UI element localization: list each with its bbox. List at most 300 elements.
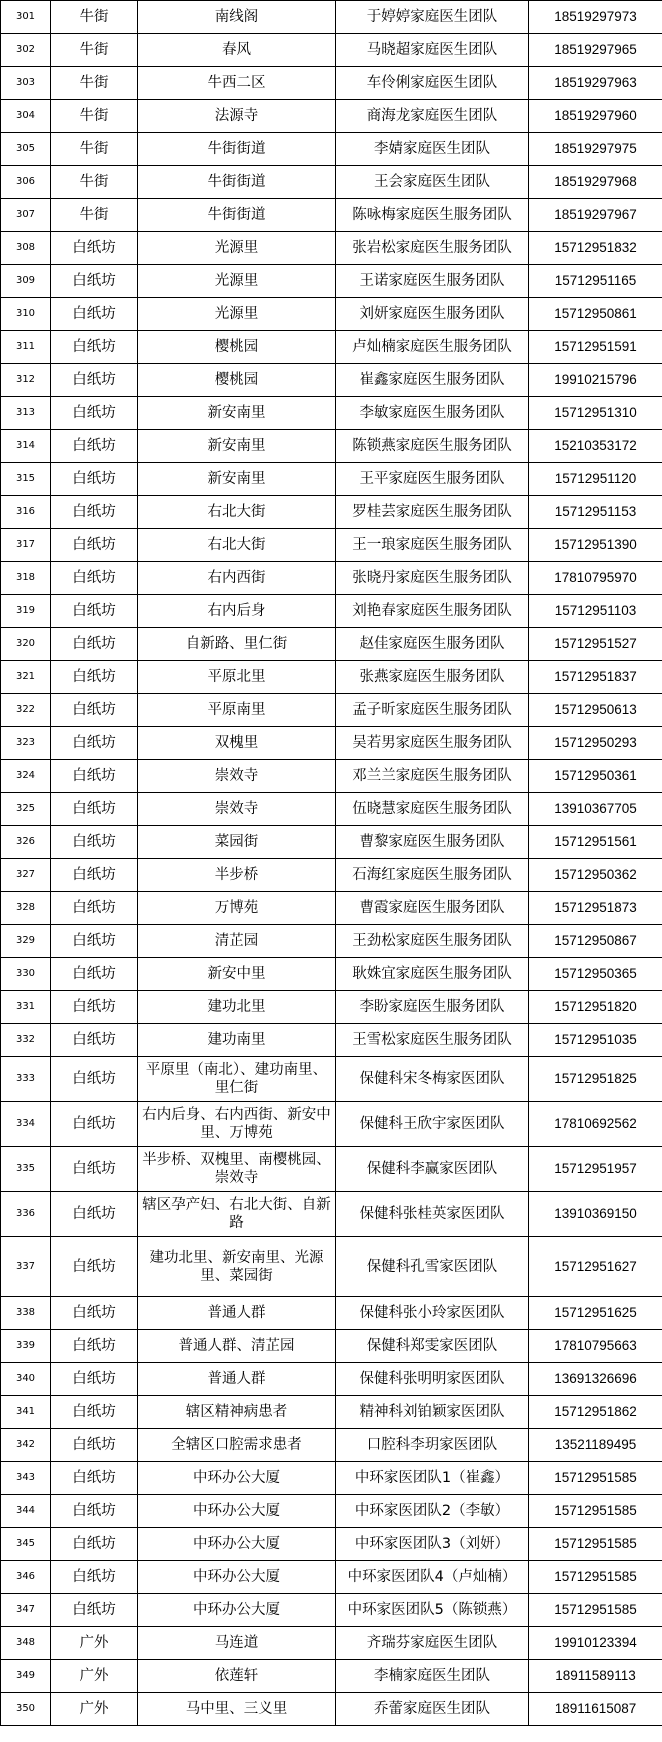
table-row: [1, 727, 662, 760]
table-row: [1, 892, 662, 925]
phone-cell: 18911589113: [529, 1660, 662, 1693]
row-number: 340: [1, 1363, 51, 1396]
community-cell: 建功北里: [138, 991, 336, 1024]
team-cell: 刘艳春家庭医生服务团队: [336, 595, 529, 628]
table-row: [1, 925, 662, 958]
table-row: [1, 463, 662, 496]
phone-cell: 15712950361: [529, 760, 662, 793]
row-number: 337: [1, 1237, 51, 1297]
table-row: [1, 1462, 662, 1495]
phone-cell: 15712951390: [529, 529, 662, 562]
row-number: 327: [1, 859, 51, 892]
street-cell: 白纸坊: [51, 298, 138, 331]
team-cell: 马晓超家庭医生团队: [336, 34, 529, 67]
community-cell: 右北大街: [138, 496, 336, 529]
row-number: 308: [1, 232, 51, 265]
row-number: 317: [1, 529, 51, 562]
phone-cell: 15712951820: [529, 991, 662, 1024]
community-cell: 万博苑: [138, 892, 336, 925]
row-number: 349: [1, 1660, 51, 1693]
street-cell: 牛街: [51, 166, 138, 199]
community-cell: 樱桃园: [138, 364, 336, 397]
row-number: 320: [1, 628, 51, 661]
community-cell: 牛街街道: [138, 199, 336, 232]
row-number: 310: [1, 298, 51, 331]
phone-cell: 18519297967: [529, 199, 662, 232]
street-cell: 广外: [51, 1660, 138, 1693]
community-cell: 牛西二区: [138, 67, 336, 100]
street-cell: 白纸坊: [51, 1561, 138, 1594]
community-cell: 平原里（南北）、建功南里、里仁街: [138, 1057, 336, 1102]
street-cell: 白纸坊: [51, 661, 138, 694]
table-row: [1, 1057, 662, 1102]
team-cell: 吴若男家庭医生服务团队: [336, 727, 529, 760]
row-number: 321: [1, 661, 51, 694]
phone-cell: 15712951873: [529, 892, 662, 925]
street-cell: 牛街: [51, 67, 138, 100]
row-number: 305: [1, 133, 51, 166]
street-cell: 白纸坊: [51, 826, 138, 859]
table-row: [1, 133, 662, 166]
row-number: 334: [1, 1102, 51, 1147]
team-cell: 张燕家庭医生服务团队: [336, 661, 529, 694]
community-cell: 普通人群: [138, 1363, 336, 1396]
row-number: 350: [1, 1693, 51, 1726]
row-number: 304: [1, 100, 51, 133]
team-cell: 保健科王欣宇家医团队: [336, 1102, 529, 1147]
phone-cell: 13691326696: [529, 1363, 662, 1396]
table-row: [1, 1192, 662, 1237]
row-number: 325: [1, 793, 51, 826]
table-row: [1, 34, 662, 67]
community-cell: 光源里: [138, 298, 336, 331]
phone-cell: 17810795663: [529, 1330, 662, 1363]
phone-cell: 15712951310: [529, 397, 662, 430]
row-number: 341: [1, 1396, 51, 1429]
row-number: 344: [1, 1495, 51, 1528]
phone-cell: 15712951527: [529, 628, 662, 661]
community-cell: 光源里: [138, 265, 336, 298]
row-number: 319: [1, 595, 51, 628]
community-cell: 中环办公大厦: [138, 1528, 336, 1561]
table-row: [1, 397, 662, 430]
street-cell: 白纸坊: [51, 958, 138, 991]
table-row: [1, 1528, 662, 1561]
street-cell: 白纸坊: [51, 496, 138, 529]
table-row: [1, 1102, 662, 1147]
team-cell: 李敏家庭医生服务团队: [336, 397, 529, 430]
community-cell: 马连道: [138, 1627, 336, 1660]
row-number: 315: [1, 463, 51, 496]
table-row: [1, 496, 662, 529]
table-row: [1, 661, 662, 694]
phone-cell: 15712951957: [529, 1147, 662, 1192]
phone-cell: 18911615087: [529, 1693, 662, 1726]
street-cell: 白纸坊: [51, 925, 138, 958]
team-cell: 中环家医团队2（李敏）: [336, 1495, 529, 1528]
street-cell: 白纸坊: [51, 1297, 138, 1330]
table-row: [1, 1396, 662, 1429]
community-cell: 光源里: [138, 232, 336, 265]
community-cell: 右内西街: [138, 562, 336, 595]
table-row: [1, 331, 662, 364]
phone-cell: 15712951585: [529, 1594, 662, 1627]
phone-cell: 15712950365: [529, 958, 662, 991]
community-cell: 平原南里: [138, 694, 336, 727]
row-number: 347: [1, 1594, 51, 1627]
phone-cell: 15712950861: [529, 298, 662, 331]
row-number: 348: [1, 1627, 51, 1660]
table-row: [1, 628, 662, 661]
phone-cell: 15712951591: [529, 331, 662, 364]
community-cell: 马中里、三义里: [138, 1693, 336, 1726]
phone-cell: 15712951625: [529, 1297, 662, 1330]
table-row: [1, 232, 662, 265]
row-number: 336: [1, 1192, 51, 1237]
table-row: [1, 364, 662, 397]
row-number: 339: [1, 1330, 51, 1363]
street-cell: 广外: [51, 1693, 138, 1726]
street-cell: 白纸坊: [51, 430, 138, 463]
street-cell: 白纸坊: [51, 1528, 138, 1561]
table-row: [1, 199, 662, 232]
community-cell: 新安中里: [138, 958, 336, 991]
team-cell: 中环家医团队4（卢灿楠）: [336, 1561, 529, 1594]
row-number: 306: [1, 166, 51, 199]
table-row: [1, 826, 662, 859]
street-cell: 白纸坊: [51, 1495, 138, 1528]
phone-cell: 15712950293: [529, 727, 662, 760]
community-cell: 右内后身、右内西街、新安中里、万博苑: [138, 1102, 336, 1147]
row-number: 316: [1, 496, 51, 529]
team-cell: 崔鑫家庭医生服务团队: [336, 364, 529, 397]
street-cell: 白纸坊: [51, 1396, 138, 1429]
street-cell: 白纸坊: [51, 1102, 138, 1147]
community-cell: 南线阁: [138, 1, 336, 34]
street-cell: 白纸坊: [51, 859, 138, 892]
row-number: 307: [1, 199, 51, 232]
phone-cell: 19910215796: [529, 364, 662, 397]
table-row: [1, 991, 662, 1024]
phone-cell: 15712950362: [529, 859, 662, 892]
team-cell: 保健科张明明家医团队: [336, 1363, 529, 1396]
community-cell: 右北大街: [138, 529, 336, 562]
community-cell: 普通人群: [138, 1297, 336, 1330]
community-cell: 右内后身: [138, 595, 336, 628]
phone-cell: 15712951627: [529, 1237, 662, 1297]
team-cell: 保健科郑雯家医团队: [336, 1330, 529, 1363]
street-cell: 白纸坊: [51, 727, 138, 760]
team-cell: 张晓丹家庭医生服务团队: [336, 562, 529, 595]
community-cell: 建功南里: [138, 1024, 336, 1057]
row-number: 333: [1, 1057, 51, 1102]
table-row: [1, 1429, 662, 1462]
team-cell: 王平家庭医生服务团队: [336, 463, 529, 496]
table-row: [1, 1330, 662, 1363]
table-row: [1, 1561, 662, 1594]
row-number: 332: [1, 1024, 51, 1057]
community-cell: 全辖区口腔需求患者: [138, 1429, 336, 1462]
phone-cell: 18519297963: [529, 67, 662, 100]
team-cell: 李婧家庭医生团队: [336, 133, 529, 166]
team-cell: 石海红家庭医生服务团队: [336, 859, 529, 892]
team-cell: 中环家医团队3（刘妍）: [336, 1528, 529, 1561]
team-cell: 王劲松家庭医生服务团队: [336, 925, 529, 958]
table-row: [1, 1297, 662, 1330]
street-cell: 白纸坊: [51, 265, 138, 298]
phone-cell: 18519297975: [529, 133, 662, 166]
street-cell: 白纸坊: [51, 562, 138, 595]
street-cell: 广外: [51, 1627, 138, 1660]
street-cell: 白纸坊: [51, 331, 138, 364]
team-cell: 耿姝宜家庭医生服务团队: [336, 958, 529, 991]
table-row: [1, 1594, 662, 1627]
phone-cell: 13910369150: [529, 1192, 662, 1237]
street-cell: 白纸坊: [51, 628, 138, 661]
community-cell: 自新路、里仁街: [138, 628, 336, 661]
table-row: [1, 1495, 662, 1528]
row-number: 342: [1, 1429, 51, 1462]
row-number: 324: [1, 760, 51, 793]
team-cell: 齐瑞芬家庭医生团队: [336, 1627, 529, 1660]
table-row: [1, 1660, 662, 1693]
team-cell: 于婷婷家庭医生团队: [336, 1, 529, 34]
phone-cell: 15712951120: [529, 463, 662, 496]
street-cell: 白纸坊: [51, 1594, 138, 1627]
phone-cell: 15712951837: [529, 661, 662, 694]
team-cell: 李楠家庭医生团队: [336, 1660, 529, 1693]
team-cell: 王诺家庭医生服务团队: [336, 265, 529, 298]
street-cell: 白纸坊: [51, 1057, 138, 1102]
street-cell: 白纸坊: [51, 529, 138, 562]
phone-cell: 18519297968: [529, 166, 662, 199]
team-cell: 罗桂芸家庭医生服务团队: [336, 496, 529, 529]
team-cell: 乔蕾家庭医生团队: [336, 1693, 529, 1726]
team-cell: 陈咏梅家庭医生服务团队: [336, 199, 529, 232]
street-cell: 白纸坊: [51, 364, 138, 397]
community-cell: 牛街街道: [138, 166, 336, 199]
team-cell: 精神科刘铂颖家医团队: [336, 1396, 529, 1429]
community-cell: 双槐里: [138, 727, 336, 760]
team-cell: 中环家医团队1（崔鑫）: [336, 1462, 529, 1495]
phone-cell: 13521189495: [529, 1429, 662, 1462]
street-cell: 白纸坊: [51, 1330, 138, 1363]
community-cell: 中环办公大厦: [138, 1462, 336, 1495]
row-number: 311: [1, 331, 51, 364]
community-cell: 中环办公大厦: [138, 1495, 336, 1528]
phone-cell: 18519297973: [529, 1, 662, 34]
row-number: 326: [1, 826, 51, 859]
street-cell: 白纸坊: [51, 1429, 138, 1462]
community-cell: 法源寺: [138, 100, 336, 133]
street-cell: 牛街: [51, 133, 138, 166]
street-cell: 白纸坊: [51, 760, 138, 793]
row-number: 301: [1, 1, 51, 34]
row-number: 312: [1, 364, 51, 397]
phone-cell: 15210353172: [529, 430, 662, 463]
row-number: 343: [1, 1462, 51, 1495]
team-cell: 刘妍家庭医生服务团队: [336, 298, 529, 331]
team-cell: 李盼家庭医生服务团队: [336, 991, 529, 1024]
team-cell: 中环家医团队5（陈锁燕）: [336, 1594, 529, 1627]
community-cell: 辖区精神病患者: [138, 1396, 336, 1429]
community-cell: 崇效寺: [138, 793, 336, 826]
phone-cell: 15712951153: [529, 496, 662, 529]
street-cell: 白纸坊: [51, 1192, 138, 1237]
table-row: [1, 1627, 662, 1660]
street-cell: 白纸坊: [51, 397, 138, 430]
team-cell: 王会家庭医生团队: [336, 166, 529, 199]
phone-cell: 15712951165: [529, 265, 662, 298]
row-number: 345: [1, 1528, 51, 1561]
community-cell: 半步桥、双槐里、南樱桃园、崇效寺: [138, 1147, 336, 1192]
team-cell: 王雪松家庭医生服务团队: [336, 1024, 529, 1057]
phone-cell: 19910123394: [529, 1627, 662, 1660]
row-number: 318: [1, 562, 51, 595]
street-cell: 白纸坊: [51, 1462, 138, 1495]
row-number: 346: [1, 1561, 51, 1594]
row-number: 313: [1, 397, 51, 430]
community-cell: 新安南里: [138, 397, 336, 430]
street-cell: 白纸坊: [51, 1147, 138, 1192]
phone-cell: 15712951585: [529, 1462, 662, 1495]
row-number: 314: [1, 430, 51, 463]
table-row: [1, 1147, 662, 1192]
community-cell: 樱桃园: [138, 331, 336, 364]
phone-cell: 17810795970: [529, 562, 662, 595]
table-row: [1, 694, 662, 727]
community-cell: 辖区孕产妇、右北大街、自新路: [138, 1192, 336, 1237]
street-cell: 白纸坊: [51, 595, 138, 628]
street-cell: 牛街: [51, 199, 138, 232]
table-row: [1, 958, 662, 991]
team-cell: 口腔科李玥家医团队: [336, 1429, 529, 1462]
phone-cell: 15712951825: [529, 1057, 662, 1102]
team-cell: 陈锁燕家庭医生服务团队: [336, 430, 529, 463]
street-cell: 白纸坊: [51, 793, 138, 826]
phone-cell: 15712951585: [529, 1495, 662, 1528]
phone-cell: 15712950613: [529, 694, 662, 727]
street-cell: 牛街: [51, 1, 138, 34]
team-cell: 曹黎家庭医生服务团队: [336, 826, 529, 859]
team-cell: 卢灿楠家庭医生服务团队: [336, 331, 529, 364]
team-cell: 保健科宋冬梅家医团队: [336, 1057, 529, 1102]
phone-cell: 15712951035: [529, 1024, 662, 1057]
street-cell: 白纸坊: [51, 463, 138, 496]
phone-cell: 13910367705: [529, 793, 662, 826]
phone-cell: 18519297960: [529, 100, 662, 133]
table-row: [1, 529, 662, 562]
street-cell: 白纸坊: [51, 232, 138, 265]
community-cell: 菜园街: [138, 826, 336, 859]
table-row: [1, 1237, 662, 1297]
row-number: 302: [1, 34, 51, 67]
community-cell: 清芷园: [138, 925, 336, 958]
team-cell: 车伶俐家庭医生团队: [336, 67, 529, 100]
table-row: [1, 859, 662, 892]
table-row: [1, 298, 662, 331]
phone-cell: 15712951832: [529, 232, 662, 265]
community-cell: 中环办公大厦: [138, 1594, 336, 1627]
team-cell: 保健科张小玲家医团队: [336, 1297, 529, 1330]
table-row: [1, 760, 662, 793]
table-row: [1, 100, 662, 133]
phone-cell: 18519297965: [529, 34, 662, 67]
community-cell: 牛街街道: [138, 133, 336, 166]
community-cell: 建功北里、新安南里、光源里、菜园街: [138, 1237, 336, 1297]
table-row: [1, 562, 662, 595]
phone-cell: 15712951103: [529, 595, 662, 628]
community-cell: 普通人群、清芷园: [138, 1330, 336, 1363]
phone-cell: 15712951585: [529, 1561, 662, 1594]
team-cell: 王一琅家庭医生服务团队: [336, 529, 529, 562]
team-cell: 张岩松家庭医生服务团队: [336, 232, 529, 265]
table-row: [1, 1363, 662, 1396]
street-cell: 白纸坊: [51, 991, 138, 1024]
community-cell: 中环办公大厦: [138, 1561, 336, 1594]
table-row: [1, 67, 662, 100]
row-number: 309: [1, 265, 51, 298]
community-cell: 半步桥: [138, 859, 336, 892]
row-number: 329: [1, 925, 51, 958]
table-row: [1, 1, 662, 34]
street-cell: 白纸坊: [51, 892, 138, 925]
street-cell: 白纸坊: [51, 1237, 138, 1297]
team-cell: 邓兰兰家庭医生服务团队: [336, 760, 529, 793]
phone-cell: 15712951585: [529, 1528, 662, 1561]
street-cell: 牛街: [51, 100, 138, 133]
street-cell: 白纸坊: [51, 1024, 138, 1057]
team-cell: 曹霞家庭医生服务团队: [336, 892, 529, 925]
row-number: 335: [1, 1147, 51, 1192]
street-cell: 白纸坊: [51, 694, 138, 727]
table-body: [1, 1, 662, 1726]
row-number: 323: [1, 727, 51, 760]
team-cell: 商海龙家庭医生团队: [336, 100, 529, 133]
community-cell: 依莲轩: [138, 1660, 336, 1693]
team-cell: 孟子昕家庭医生服务团队: [336, 694, 529, 727]
table-row: [1, 1693, 662, 1726]
table-row: [1, 793, 662, 826]
community-cell: 新安南里: [138, 430, 336, 463]
table-row: [1, 1024, 662, 1057]
team-cell: 保健科李赢家医团队: [336, 1147, 529, 1192]
street-cell: 白纸坊: [51, 1363, 138, 1396]
row-number: 328: [1, 892, 51, 925]
team-cell: 保健科孔雪家医团队: [336, 1237, 529, 1297]
table-row: [1, 595, 662, 628]
row-number: 322: [1, 694, 51, 727]
row-number: 338: [1, 1297, 51, 1330]
row-number: 331: [1, 991, 51, 1024]
team-cell: 保健科张桂英家医团队: [336, 1192, 529, 1237]
phone-cell: 17810692562: [529, 1102, 662, 1147]
community-cell: 崇效寺: [138, 760, 336, 793]
team-cell: 伍晓慧家庭医生服务团队: [336, 793, 529, 826]
community-cell: 春风: [138, 34, 336, 67]
row-number: 330: [1, 958, 51, 991]
team-cell: 赵佳家庭医生服务团队: [336, 628, 529, 661]
community-cell: 新安南里: [138, 463, 336, 496]
row-number: 303: [1, 67, 51, 100]
phone-cell: 15712951862: [529, 1396, 662, 1429]
phone-cell: 15712950867: [529, 925, 662, 958]
table-row: [1, 430, 662, 463]
table-row: [1, 166, 662, 199]
table-row: [1, 265, 662, 298]
community-cell: 平原北里: [138, 661, 336, 694]
phone-cell: 15712951561: [529, 826, 662, 859]
